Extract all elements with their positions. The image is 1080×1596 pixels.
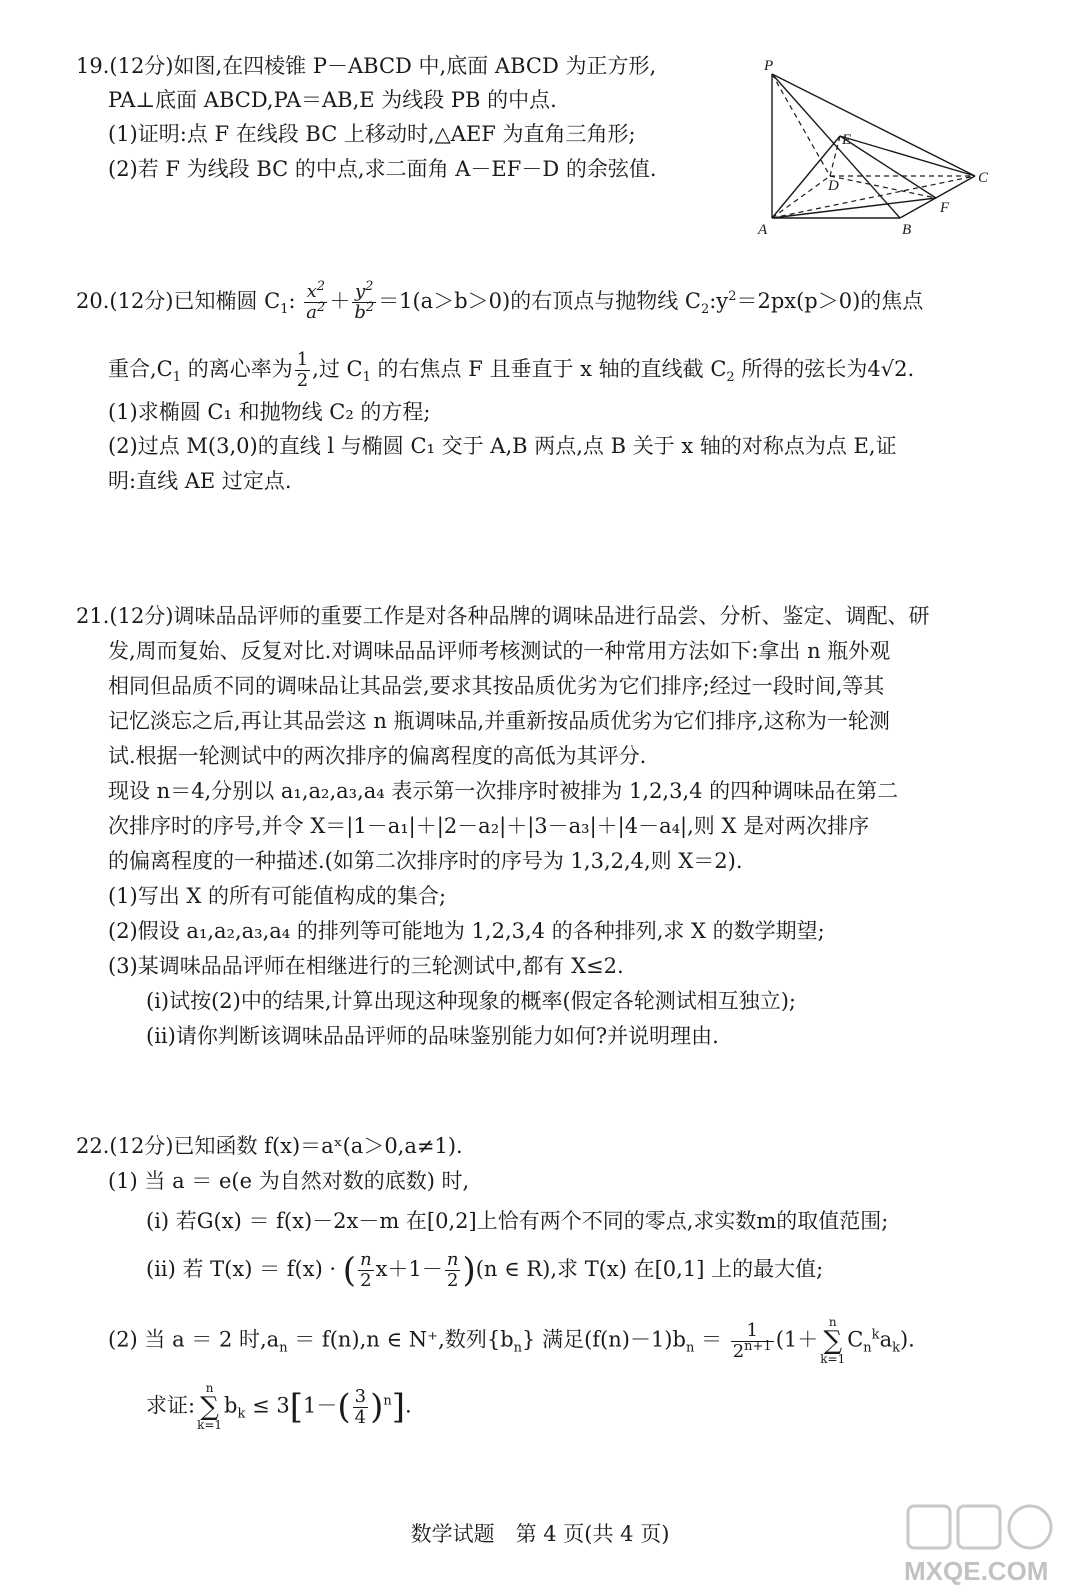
q22-text: (ii) 若 T(x) ＝ f(x) · — [146, 1257, 343, 1281]
fraction-n-over-2: $\frac{n}{2}$ — [446, 1249, 459, 1291]
q22-text: . — [404, 1393, 412, 1418]
q22-text: 求证: — [146, 1393, 196, 1418]
q21-line-10: (2)假设 a₁,a₂,a₃,a₄ 的排列等可能地为 1,2,3,4 的各种排列,求 X 的数学期望; — [108, 919, 825, 943]
q20-text: 20.(12分)已知椭圆 C — [76, 289, 281, 313]
q22-line-6: 求证:n ∑ $k=1b_k \le 3[1-$( $\frac{3}{4}$ )$^n$]. — [146, 1381, 412, 1432]
q22-text: ＝ f(n),n ∈ N⁺,数列{b — [287, 1327, 514, 1352]
q20-text: 重合,C — [108, 357, 173, 381]
watermark-logo — [890, 1500, 1070, 1590]
q22-text: 1－ — [302, 1393, 338, 1418]
q21-line-7: 次排序时的序号,并令 X＝|1－a₁|＋|2－a₂|＋|3－a₃|＋|4－a₄|,则 X 是对两次排序 — [108, 814, 870, 838]
ellipse-rhs: ＝1(a＞b＞0) — [378, 289, 511, 313]
fraction-n-over-2: $\frac{n}{2}$ — [360, 1249, 372, 1291]
q21-line-6: 现设 n＝4,分别以 a₁,a₂,a₃,a₄ 表示第一次排序时被排为 1,2,3,4 的四种调味品在第二 — [108, 779, 899, 803]
label-F: F — [940, 200, 950, 216]
q22-text: ). — [899, 1327, 915, 1352]
q22-text: (1＋ — [775, 1327, 819, 1352]
label-E: E — [842, 132, 852, 148]
q21-line-13: (ii)请你判断该调味品品评师的品味鉴别能力如何?并说明理由. — [146, 1024, 719, 1048]
q21-line-11: (3)某调味品品评师在相继进行的三轮测试中,都有 X≤2. — [108, 954, 624, 978]
q22-text: ＝ — [694, 1327, 729, 1352]
q19-line-1: 19.(12分)如图,在四棱锥 P－ABCD 中,底面 ABCD 为正方形, — [76, 54, 657, 78]
q21-line-8: 的偏离程度的一种描述.(如第二次排序时的序号为 1,3,2,4,则 X＝2). — [108, 849, 743, 873]
q21-line-9: (1)写出 X 的所有可能值构成的集合; — [108, 884, 447, 908]
label-D: D — [828, 178, 839, 194]
q22-text: b — [224, 1393, 238, 1418]
q20-line-1: 20.(12分)已知椭圆 $C_1$: $\frac{x^2}{a^2}$ ＋ $\frac{y^2}{b^2}$ ＝1(a＞b＞0)的右顶点与抛物线 $C_2:y^2=2px(p>0)$的焦点 — [76, 279, 924, 323]
q22-line-3: (i) 若G(x) ＝ f(x)－2x－m 在[0,2]上恰有两个不同的零点,求实数m的取值范围; — [146, 1209, 889, 1233]
label-P: P — [764, 58, 774, 74]
q20-line-2: 重合$,C_1$ 的离心率为 $\frac{1}{2}$ ,过 $C_1$ 的右焦点 F 且垂直于 x 轴的直线截 $C_2$ 所得的弦长为4√2. — [108, 349, 915, 391]
fraction-y2-b2: $\frac{y^2}{b^2}$ — [354, 279, 375, 323]
q22-line-4: (ii) 若 T(x) ＝ f(x) · ( $\frac{n}{2}$ x＋1－ $\frac{n}{2}$ )(n ∈ R),求 T(x) 在[0,1] 上的最大值; — [146, 1249, 824, 1291]
q21-line-2: 发,周而复始、反复对比.对调味品品评师考核测试的一种常用方法如下:拿出 n 瓶外观 — [108, 639, 891, 663]
q20-text: :y — [709, 289, 729, 313]
q21-line-1: 21.(12分)调味品品评师的重要工作是对各种品牌的调味品进行品尝、分析、鉴定、调配、研 — [76, 604, 930, 628]
q20-line-3: (1)求椭圆 C₁ 和抛物线 C₂ 的方程; — [108, 400, 431, 424]
q20-text: ,过 C — [312, 357, 363, 381]
q21-line-4: 记忆淡忘之后,再让其品尝这 n 瓶调味品,并重新按品质优劣为它们排序,这称为一轮测 — [108, 709, 890, 733]
q20-text: ＝2px(p＞0)的焦点 — [736, 289, 924, 313]
q22-text: a — [879, 1327, 893, 1352]
q20-text: 的右焦点 F 且垂直于 x 轴的直线截 C — [370, 357, 727, 381]
label-B: B — [902, 222, 912, 238]
q22-text: ≤ 3 — [245, 1393, 290, 1418]
q19-line-2: PA⊥底面 ABCD,PA＝AB,E 为线段 PB 的中点. — [108, 88, 557, 112]
watermark-text: MXQE.COM — [904, 1556, 1049, 1586]
q21-line-12: (i)试按(2)中的结果,计算出现这种现象的概率(假定各轮测试相互独立); — [146, 989, 796, 1013]
q22-text: C — [847, 1327, 864, 1352]
q20-line-5: 明:直线 AE 过定点. — [108, 469, 292, 493]
q20-text: 的右顶点与抛物线 C — [510, 289, 701, 313]
q22-line-1: 22.(12分)已知函数 f(x)＝aˣ(a＞0,a≠1). — [76, 1134, 463, 1158]
fraction-x2-a2: $\frac{x^2}{a^2}$ — [306, 279, 326, 323]
q21-line-3: 相同但品质不同的调味品让其品尝,要求其按品质优劣为它们排序;经过一段时间,等其 — [108, 674, 885, 698]
fraction-1-over-2n1: $\frac{1}{2^{n+1}}$ — [732, 1319, 772, 1362]
label-A: A — [758, 222, 768, 238]
fraction-one-half: $\frac{1}{2}$ — [296, 349, 309, 391]
q22-text: } 满足(f(n)－1)b — [522, 1327, 686, 1352]
q20-line-4: (2)过点 M(3,0)的直线 l 与椭圆 C₁ 交于 A,B 两点,点 B 关于 x 轴的对称点为点 E,证 — [108, 434, 897, 458]
q19-line-3: (1)证明:点 F 在线段 BC 上移动时,△AEF 为直角三角形; — [108, 122, 636, 146]
q19-line-4: (2)若 F 为线段 BC 的中点,求二面角 A－EF－D 的余弦值. — [108, 157, 657, 181]
sum-symbol: n ∑ k=1 — [820, 1315, 846, 1366]
fraction-3-over-4: $\frac{3}{4}$ — [354, 1385, 367, 1428]
q22-text: (n ∈ R),求 T(x) 在[0,1] 上的最大值; — [475, 1257, 824, 1281]
label-C: C — [978, 170, 989, 186]
q22-line-2: (1) 当 a ＝ e(e 为自然对数的底数) 时, — [108, 1169, 470, 1193]
pyramid-figure — [750, 56, 1020, 246]
q21-line-5: 试.根据一轮测试中的两次排序的偏离程度的高低为其评分. — [108, 744, 647, 768]
q22-text: x＋1－ — [375, 1257, 443, 1281]
q20-text: 的离心率为 — [181, 357, 293, 381]
q22-line-5: (2) 当 a ＝ 2 时$,a_n = f(n),n$ ∈ N⁺,数列$\{b_n\}$ 满足$(f(n)-1)b_n$ ＝ $\frac{1}{2^{n+1}}$ (1＋n ∑ $k=1C_n^ka_k$). — [108, 1315, 915, 1366]
q22-text: (2) 当 a ＝ 2 时,a — [108, 1327, 280, 1352]
q20-text: 所得的弦长为4√2. — [734, 357, 915, 381]
page-footer: 数学试题 第 4 页(共 4 页) — [410, 1522, 670, 1546]
sum-symbol: n ∑ k=1 — [197, 1381, 223, 1432]
